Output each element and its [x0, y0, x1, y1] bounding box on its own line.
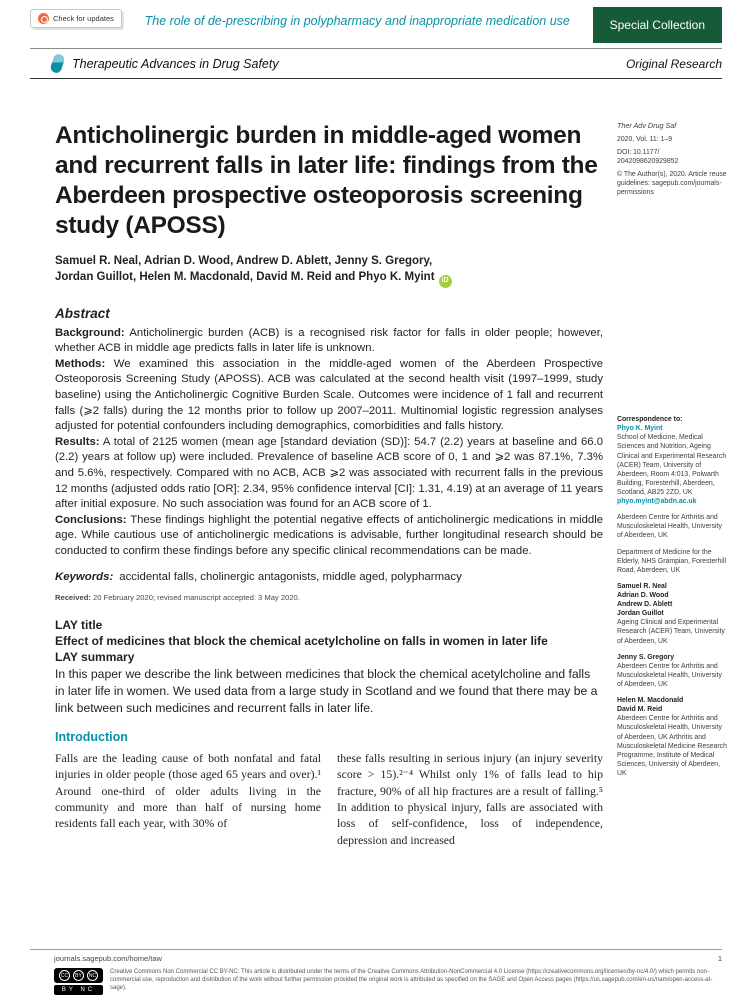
correspondence-block — [617, 415, 728, 575]
check-for-updates-label: Check for updates — [53, 14, 114, 23]
cc-by-nc-icon — [54, 968, 103, 983]
crossmark-icon — [38, 13, 49, 24]
authors-block — [55, 253, 603, 288]
article-meta-sidebar — [617, 121, 728, 848]
lay-summary-label: LAY summary — [55, 650, 135, 665]
abstract-results — [55, 435, 603, 513]
abstract-heading: Abstract — [55, 305, 110, 321]
abstract-methods-text: We examined this association in the middle-aged women of the Aberdeen Prospective Osteoporosis Screening Study (APOSS). ACB was calculated at the second health visit (1997–1999, study baseline) using the Anticholinergic Cognitive Burden Scale. Outcomes were incidence of 1 fall and recurrent falls (⩾2 falls) during the 12 months prior to follow up 2007–2011. Multinomial logistic regression analyses adjusted for potential confounders including demographics, comorbidities and falls history. — [55, 357, 603, 433]
keywords-text: accidental falls, cholinergic antagonists, middle aged, polypharmacy — [119, 571, 462, 584]
article-content — [55, 121, 603, 848]
affiliation-group-1 — [617, 582, 728, 646]
abstract-results-text: A total of 2125 women (mean age [standard deviation (SD)]: 54.7 (2.2) years at baseline and 66.0 (2.2) years at follow up) were included. Prevalence of baseline ACB score of 0, 1 and ⩾2 was 87.1%, 7.3% and 5.6%, respectively. Compared with no ACB, ACB ⩾2 was associated with recurrent falls in the previous 12 months (adjusted odds ratio [OR]: 2.34, 95% confidence interval [CI]: 1.31, 4.19) at an average of 11 years after initial exposure. No such association was found for an ACB score of 1. — [55, 435, 603, 511]
abstract-background-label: Background: — [55, 326, 125, 339]
authors-line-2-text: Jordan Guillot, Helen M. Macdonald, David M. Reid and Phyo K. Myint — [55, 271, 435, 284]
volume-pages: 2020, Vol. 11: 1–9 — [617, 135, 673, 143]
special-collection-badge[interactable]: Special Collection — [593, 7, 722, 43]
introduction-columns — [55, 750, 603, 848]
abstract-results-label: Results: — [55, 435, 100, 448]
lay-title-label: LAY title — [55, 618, 103, 633]
keywords-line — [55, 571, 603, 583]
correspondence-affil-1: Aberdeen Centre for Arthritis and Musculoskeletal Health, University of Aberdeen, UK — [617, 514, 722, 540]
affiliation-text: Ageing Clinical and Experimental Research (ACER) Team, University of Aberdeen, UK — [617, 619, 725, 645]
correspondence-name: Phyo K. Myint — [617, 425, 663, 433]
affiliation-group-2 — [617, 653, 728, 689]
abstract-conclusions-label: Conclusions: — [55, 513, 127, 526]
correspondence-email-link[interactable]: phyo.myint@abdn.ac.uk — [617, 498, 697, 506]
license-block — [30, 968, 722, 995]
lay-title-text: Effect of medicines that block the chemical acetylcholine on falls in women in later life — [55, 634, 548, 649]
introduction-section — [55, 730, 603, 848]
affiliation-text: Aberdeen Centre for Arthritis and Musculoskeletal Health, University of Aberdeen, UK — [617, 662, 722, 688]
journal-name: Therapeutic Advances in Drug Safety — [72, 56, 279, 71]
abstract-methods-label: Methods: — [55, 357, 106, 370]
cc-license-badges[interactable] — [54, 968, 103, 995]
abstract-methods — [55, 357, 603, 435]
affiliation-group-3 — [617, 696, 728, 778]
author-name: Adrian D. Wood — [617, 592, 669, 600]
received-line — [55, 593, 603, 602]
introduction-column-right: these falls resulting in serious injury (an injury severity score > 15).²⁻⁴ Whilst only 1% of falls lead to hip fracture, 90% of all hip fractures are a result of falling.⁵ In addition to physical injury, falls are associated with loss of self-confidence, loss of independence, depression and increased — [337, 751, 603, 847]
keywords-label: Keywords: — [55, 571, 114, 584]
lay-section — [55, 618, 603, 716]
cc-icon: CC — [59, 970, 70, 981]
correspondence-address: School of Medicine, Medical Sciences and Nutrition, Ageing Clinical and Experimental Research (ACER) Team, University of Aberdeen, Room 4:013, Polwarth Building, Foresterhill, Aberdeen, Scotland, AB25 2ZD, UK — [617, 434, 727, 497]
footer-divider — [30, 949, 722, 950]
author-name: Jenny S. Gregory — [617, 653, 675, 661]
article-title: Anticholinergic burden in middle-aged women and recurrent falls in later life: findings from the Aberdeen prospective osteoporosis screening study (APOSS) — [55, 122, 598, 239]
top-bar — [0, 0, 750, 43]
authors-line-1: Samuel R. Neal, Adrian D. Wood, Andrew D. Ablett, Jenny S. Gregory, — [55, 254, 433, 267]
check-for-updates-button[interactable] — [30, 9, 122, 28]
cc-by-nc-label: BY NC — [54, 985, 103, 995]
journal-url-link[interactable]: journals.sagepub.com/home/taw — [54, 954, 162, 963]
affiliation-text: Aberdeen Centre for Arthritis and Musculoskeletal Health, University of Aberdeen, UK Arthritis and Musculoskeletal Medicine Research Programme, Institute of Medical Sciences, University of Aberdeen, UK — [617, 715, 727, 777]
author-name: David M. Reid — [617, 706, 663, 714]
author-name: Jordan Guillot — [617, 610, 664, 618]
doi-line-1: DOI: 10.1177/ — [617, 148, 660, 156]
doi-line-2: 2042098620929852 — [617, 157, 679, 165]
author-name: Helen M. Macdonald — [617, 697, 684, 705]
page-header — [0, 0, 750, 79]
header-divider-top — [30, 48, 722, 49]
noncommercial-icon: NC — [87, 970, 98, 981]
attribution-icon: BY — [73, 970, 84, 981]
abstract-section — [55, 306, 603, 560]
copyright-notice[interactable]: © The Author(s), 2020. Article reuse guidelines: sagepub.com/journals-permissions — [617, 170, 727, 197]
journal-abbreviation: Ther Adv Drug Saf — [617, 121, 677, 130]
page-number: 1 — [717, 954, 722, 963]
received-text: 20 February 2020; revised manuscript accepted: 3 May 2020. — [90, 593, 300, 603]
correspondence-label: Correspondence to: — [617, 416, 683, 424]
article-type-label: Original Research — [625, 56, 722, 71]
abstract-background — [55, 326, 603, 357]
abstract-background-text: Anticholinergic burden (ACB) is a recognised risk factor for falls in older people; however, whether ACB in middle age predicts falls in later life is unknown. — [55, 326, 603, 355]
pill-logo-icon — [49, 53, 65, 74]
page-body — [0, 79, 750, 848]
received-label: Received: — [55, 593, 91, 603]
author-name: Andrew D. Ablett — [617, 601, 673, 609]
correspondence-affil-2: Department of Medicine for the Elderly, NHS Grampian, Foresterhill Road, Aberdeen, UK — [617, 548, 727, 574]
journal-bar — [52, 54, 722, 73]
abstract-conclusions-text: These findings highlight the potential negative effects of anticholinergic medications in middle age. While cautious use of anticholinergic medications is advisable, further longitudinal research should be conducted to confirm these findings before any specific clinical recommendations can be made. — [55, 513, 603, 557]
license-text: Creative Commons Non Commercial CC BY-NC: This article is distributed under the terms of the Creative Commons Attribution-NonCommercial 4.0 License (https://creativecommons.org/licenses/by-nc/4.0/) which permits non-commercial use, reproduction and distribution of the work without further permission provided the original work is attributed as specified on the SAGE and Open Access pages (https://us.sagepub.com/en-us/nam/open-access-at-sage). — [110, 969, 713, 992]
author-name: Samuel R. Neal — [617, 582, 667, 590]
introduction-heading: Introduction — [55, 730, 128, 745]
lay-summary-text: In this paper we describe the link between medicines that block the chemical acetylcholine and falls in later life in women. We used data from a large study in Scotland and we found that there may be a link between such medicines and recurrent falls in later life. — [55, 667, 598, 715]
introduction-column-left: Falls are the leading cause of both nonfatal and fatal injuries in older people (those aged 65 years and over).¹ Around one-third of older adults living in the community and more than half of nursing home residents fall each year, with 30% of — [55, 751, 321, 831]
abstract-conclusions — [55, 513, 603, 560]
special-collection-title: The role of de-prescribing in polypharmacy and inappropriate medication use — [144, 14, 570, 28]
orcid-icon[interactable]: iD — [439, 275, 452, 288]
page-footer — [0, 949, 750, 1000]
footer-row — [30, 954, 722, 963]
authors-line-2 — [55, 269, 603, 288]
